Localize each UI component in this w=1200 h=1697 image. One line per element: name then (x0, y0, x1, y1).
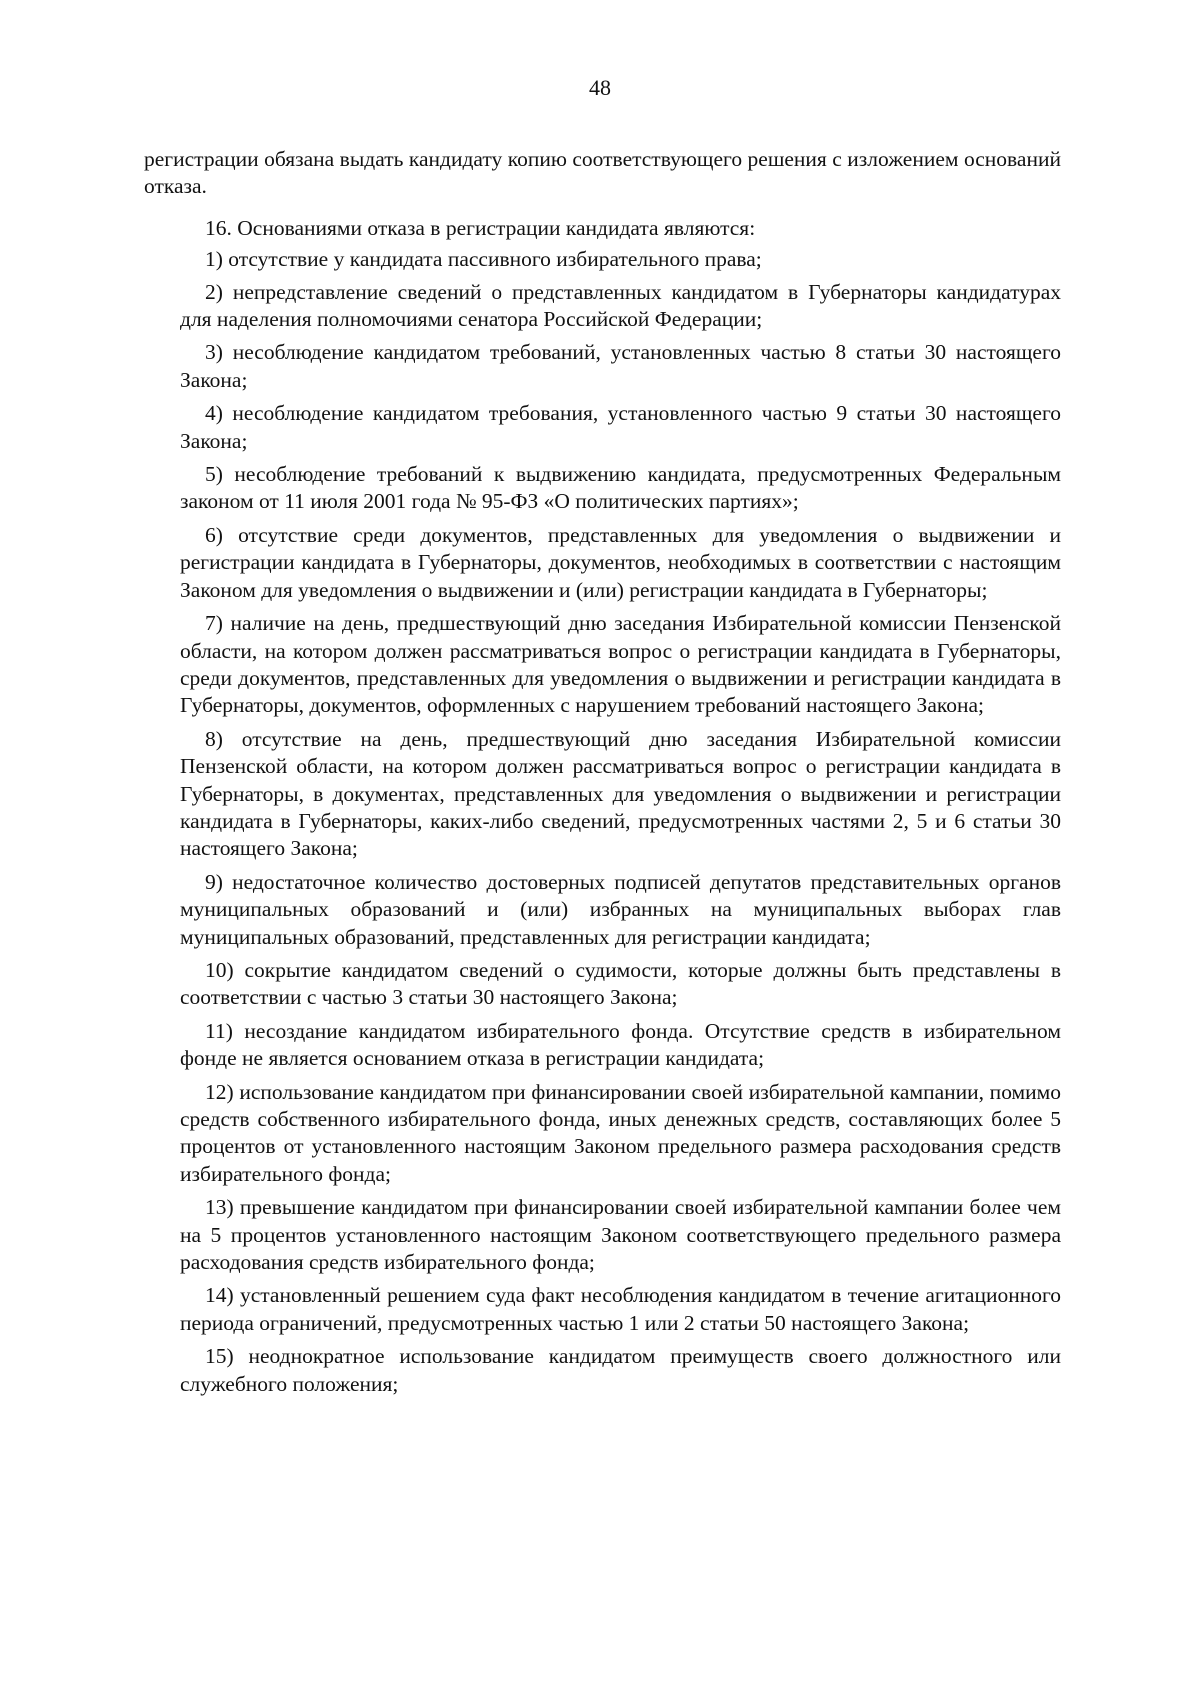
list-item: 7) наличие на день, предшествующий дню заседания Избирательной комиссии Пензенской области, на котором должен рассматриваться вопрос о регистрации кандидата в Губернаторы, среди документов, представленных для уведомления о выдвижении и регистрации кандидата в Губернаторы, документов, оформленных с нарушением требований настоящего Закона; (180, 611, 1061, 718)
list-item: 13) превышение кандидатом при финансировании своей избирательной кампании более чем на 5 процентов установленного настоящим Законом соответствующего предельного размера расходования средств избирательного фонда; (180, 1195, 1061, 1275)
list-item: 12) использование кандидатом при финансировании своей избирательной кампании, помимо средств собственного избирательного фонда, иных денежных средств, составляющих более 5 процентов от установленного настоящим Законом предельного размера расходования средств избирательного фонда; (180, 1079, 1061, 1186)
list-item: 9) недостаточное количество достоверных подписей депутатов представительных органов муниципальных образований и (или) избранных на муниципальных выборах глав муниципальных образований, представленных для регистрации кандидата; (180, 869, 1061, 949)
list-item: 2) непредставление сведений о представленных кандидатом в Губернаторы кандидатурах для наделения полномочиями сенатора Российской Федерации; (180, 279, 1061, 332)
list-item: 10) сокрытие кандидатом сведений о судимости, которые должны быть представлены в соответствии с частью 3 статьи 30 настоящего Закона; (180, 957, 1061, 1010)
list-item: 4) несоблюдение кандидатом требования, установленного частью 9 статьи 30 настоящего Закона; (180, 401, 1061, 453)
list-item: 15) неоднократное использование кандидатом преимуществ своего должностного или служебного положения; (180, 1344, 1061, 1396)
continuation-paragraph: регистрации обязана выдать кандидату копию соответствующего решения с изложением оснований отказа. (144, 147, 1061, 199)
list-item: 14) установленный решением суда факт несоблюдения кандидатом в течение агитационного периода ограничений, предусмотренных частью 1 или 2 статьи 50 настоящего Закона; (180, 1283, 1061, 1335)
list-item: 11) несоздание кандидатом избирательного фонда. Отсутствие средств в избирательном фонде не является основанием отказа в регистрации кандидата; (180, 1018, 1061, 1071)
grounds-list (144, 246, 1061, 1398)
list-item: 3) несоблюдение кандидатом требований, установленных частью 8 статьи 30 настоящего Закона; (180, 340, 1061, 392)
document-text (144, 146, 1061, 1404)
list-item: 6) отсутствие среди документов, представленных для уведомления о выдвижении и регистрации кандидата в Губернаторы, документов, необходимых в соответствии с настоящим Законом для уведомления о выдвижении и (или) регистрации кандидата в Губернаторы; (180, 522, 1061, 602)
list-item: 1) отсутствие у кандидата пассивного избирательного права; (205, 247, 762, 272)
list-item: 8) отсутствие на день, предшествующий дню заседания Избирательной комиссии Пензенской области, на котором должен рассматриваться вопрос о регистрации кандидата в Губернаторы, в документах, представленных для уведомления о выдвижении и регистрации кандидата в Губернаторы, каких-либо сведений, предусмотренных частями 2, 5 и 6 статьи 30 настоящего Закона; (180, 726, 1061, 861)
page-number: 48 (589, 75, 611, 100)
list-item: 5) несоблюдение требований к выдвижению кандидата, предусмотренных Федеральным законом от 11 июля 2001 года № 95-ФЗ «О политических партиях»; (180, 462, 1061, 514)
section-16-lead: 16. Основаниями отказа в регистрации кандидата являются: (205, 215, 756, 240)
